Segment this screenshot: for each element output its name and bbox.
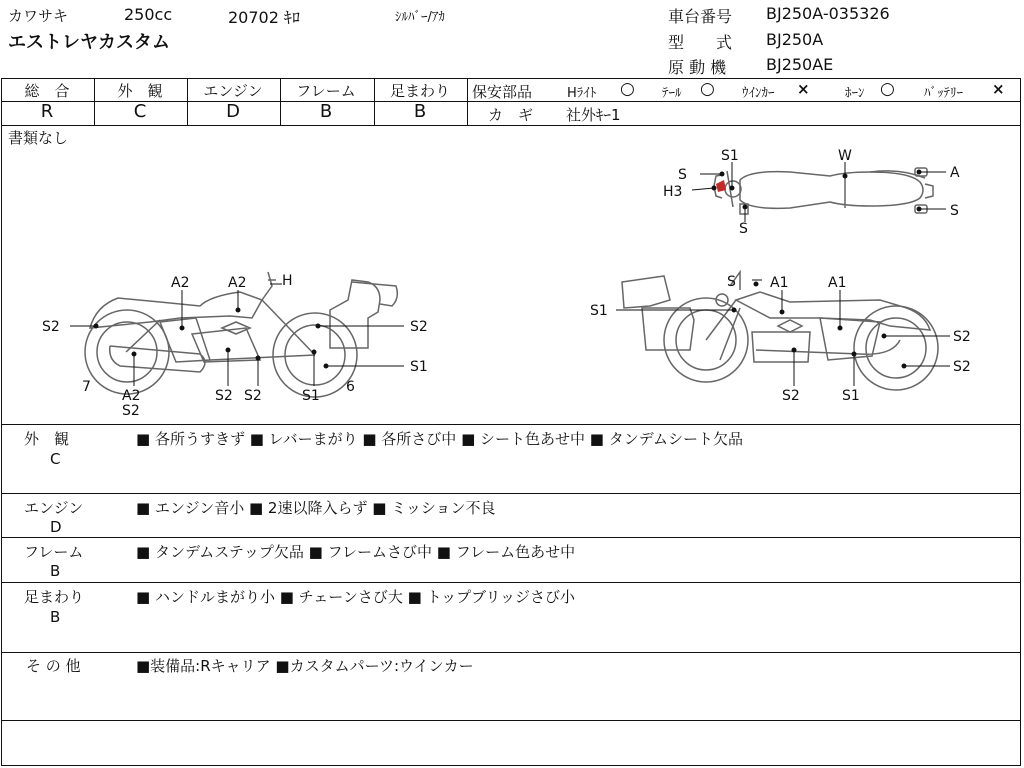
- documents-note: 書類なし: [8, 129, 69, 147]
- model-name: エストレヤカスタム: [8, 32, 170, 53]
- section-suspension-notes: ■ ハンドルまがり小 ■ チェーンさび大 ■ トップブリッジさび小: [136, 588, 575, 606]
- safety-horn-label: ﾎｰﾝ: [845, 86, 865, 101]
- label-left-s2-rear: S2: [42, 319, 60, 335]
- grade-engine-value: D: [226, 101, 240, 122]
- section-engine-notes: ■ エンジン音小 ■ 2速以降入らず ■ ミッション不良: [136, 499, 496, 517]
- safety-horn-mark: ○: [880, 79, 895, 99]
- label-top-s1: S1: [721, 148, 739, 164]
- label-top-s-rear: S: [950, 203, 959, 219]
- label-left-s2-muffler: S2: [122, 403, 140, 419]
- frame-no: BJ250A-035326: [766, 4, 890, 23]
- grade-frame-value: B: [319, 101, 333, 122]
- grade-suspension-label: 足まわり: [389, 82, 450, 100]
- label-left-s2-front: S2: [410, 319, 428, 335]
- section-frame-grade: B: [50, 562, 61, 580]
- label-left-7: 7: [82, 379, 91, 395]
- safety-headlight-mark: ○: [620, 79, 635, 99]
- label-left-s1-fork: S1: [302, 388, 320, 404]
- safety-headlight-label: Hﾗｲﾄ: [567, 86, 597, 101]
- label-left-6: 6: [346, 379, 355, 395]
- section-engine-grade: D: [50, 518, 62, 536]
- key-value: 社外ｷｰ1: [566, 106, 621, 124]
- section-suspension-title: 足まわり: [24, 588, 85, 606]
- grade-overall-value: R: [40, 101, 54, 122]
- label-top-w: W: [838, 148, 852, 164]
- safety-title: 保安部品: [472, 83, 533, 101]
- label-right-s2-upper: S2: [953, 329, 971, 345]
- safety-battery-mark: ×: [992, 80, 1005, 98]
- color: ｼﾙﾊﾞｰ/ｱｶ: [395, 10, 445, 25]
- section-other-notes: ■装備品:Rキャリア ■カスタムパーツ:ウインカー: [136, 657, 474, 675]
- grade-exterior-value: C: [133, 101, 147, 122]
- label-left-h: H: [282, 273, 293, 289]
- label-left-a2-seat: A2: [228, 275, 247, 291]
- grade-exterior-label: 外 観: [117, 82, 163, 100]
- mileage: 20702 ｷﾛ: [228, 8, 300, 27]
- label-right-s1-bottom: S1: [842, 388, 860, 404]
- grade-suspension-value: B: [413, 101, 427, 122]
- grade-overall-label: 総 合: [24, 82, 70, 100]
- label-right-a1-tank: A1: [770, 275, 789, 291]
- type-value: BJ250A: [766, 30, 824, 49]
- displacement: 250cc: [124, 5, 173, 24]
- grade-frame-label: フレーム: [296, 82, 356, 100]
- safety-winker-label: ｳｲﾝｶｰ: [742, 86, 775, 101]
- section-exterior-grade: C: [50, 450, 61, 468]
- section-exterior-notes: ■ 各所うすきず ■ レバーまがり ■ 各所さび中 ■ シート色あせ中 ■ タンデムシート欠品: [136, 430, 743, 448]
- label-right-s1: S1: [590, 303, 608, 319]
- engine-label: 原 動 機: [668, 58, 727, 77]
- grade-engine-label: エンジン: [203, 82, 263, 100]
- label-top-s-front: S: [678, 167, 687, 183]
- section-frame-title: フレーム: [24, 543, 84, 561]
- label-left-a2-muffler: A2: [122, 388, 141, 404]
- key-label: カ ギ: [488, 106, 534, 124]
- label-top-h3: H3: [663, 184, 683, 200]
- label-top-a: A: [950, 165, 960, 181]
- safety-tail-mark: ○: [700, 79, 715, 99]
- type-label: 型 式: [668, 33, 733, 52]
- label-left-s2-engine: S2: [215, 388, 233, 404]
- safety-winker-mark: ×: [797, 80, 810, 98]
- section-frame-notes: ■ タンデムステップ欠品 ■ フレームさび中 ■ フレーム色あせ中: [136, 543, 576, 561]
- label-right-s: S: [727, 274, 736, 290]
- section-suspension-grade: B: [50, 608, 61, 626]
- engine-value: BJ250AE: [766, 55, 834, 74]
- label-right-s2-engine: S2: [782, 388, 800, 404]
- label-right-s2-lower: S2: [953, 359, 971, 375]
- label-right-a1-seat: A1: [828, 275, 847, 291]
- section-exterior-title: 外 観: [24, 430, 70, 448]
- label-left-s2-step: S2: [244, 388, 262, 404]
- label-top-s-lower: S: [739, 221, 748, 237]
- section-other-title: そ の 他: [26, 657, 81, 675]
- safety-tail-label: ﾃｰﾙ: [662, 86, 682, 101]
- label-left-s1-front: S1: [410, 359, 428, 375]
- frame-no-label: 車台番号: [668, 7, 733, 26]
- section-engine-title: エンジン: [24, 499, 84, 517]
- label-left-a2-tank: A2: [171, 275, 190, 291]
- safety-battery-label: ﾊﾞｯﾃﾘｰ: [924, 86, 963, 101]
- maker: カワサキ: [8, 7, 69, 25]
- red-mark: [716, 180, 726, 192]
